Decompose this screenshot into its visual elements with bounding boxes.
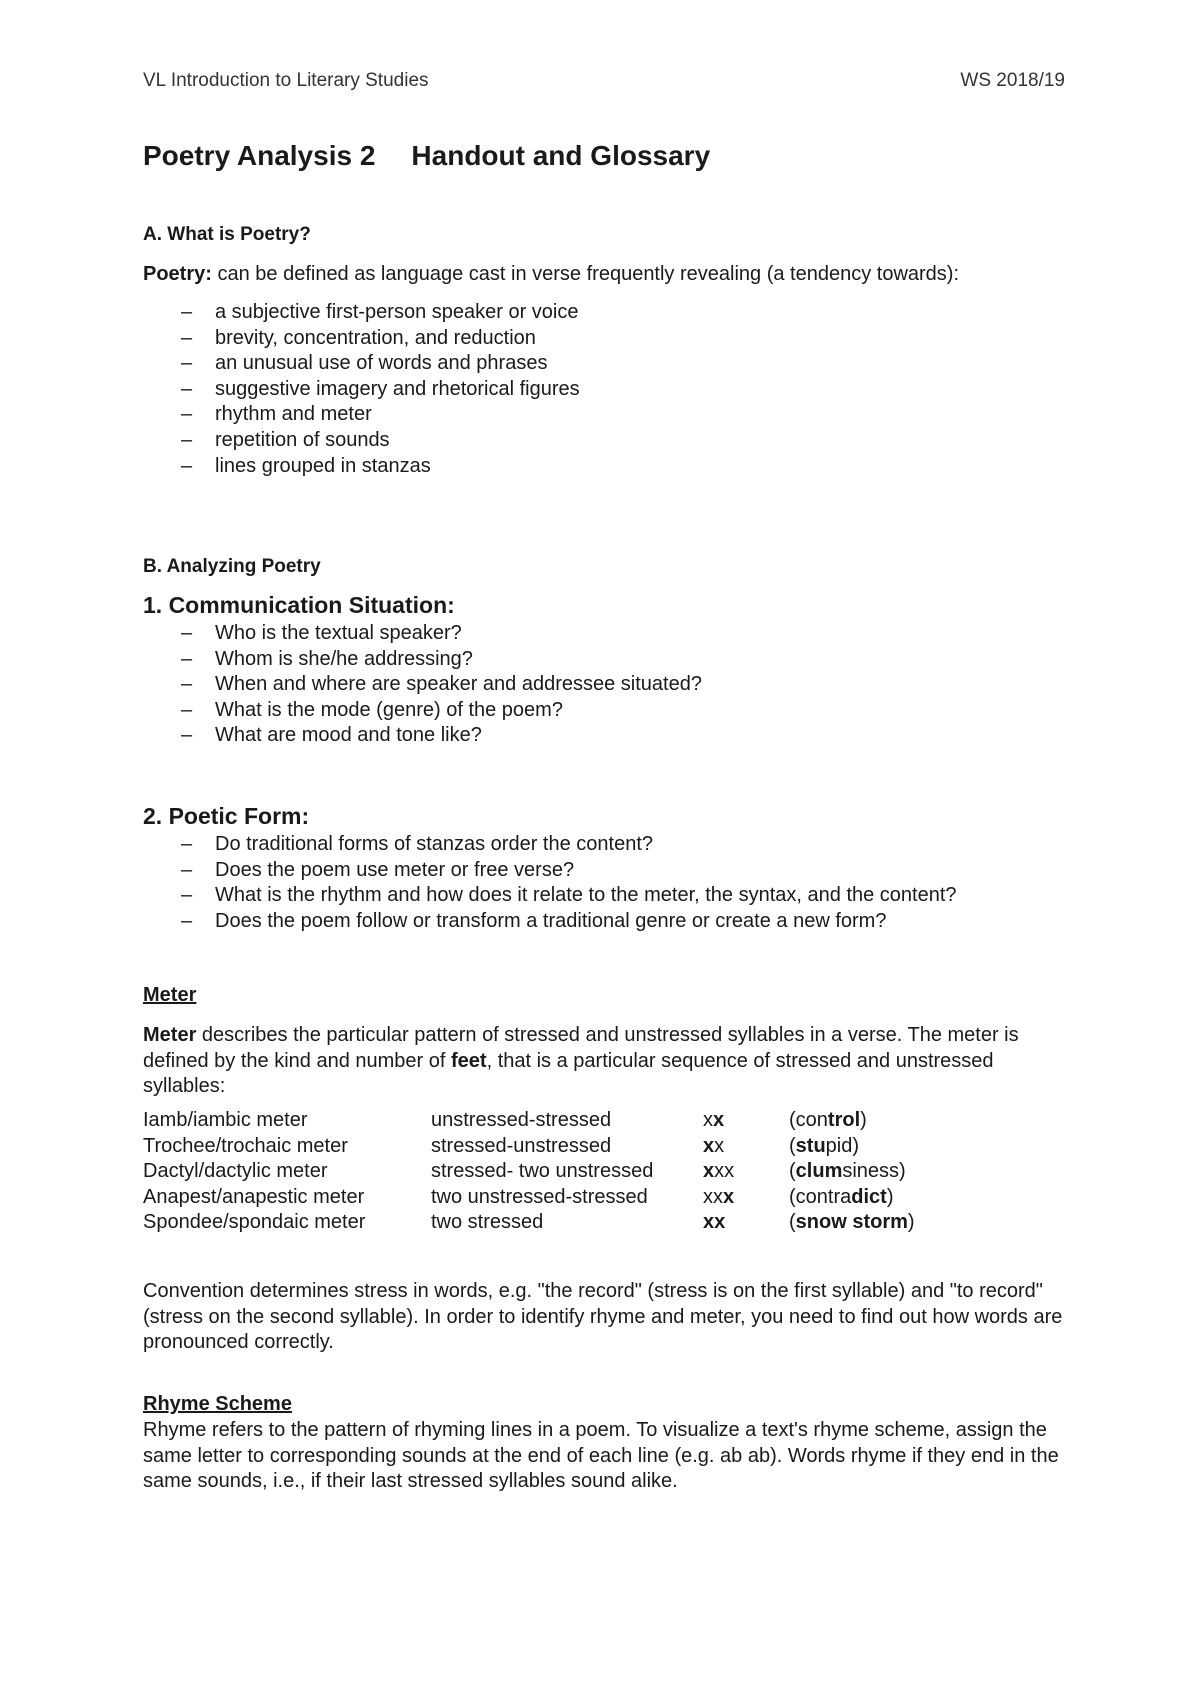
meter-example [789,1185,915,1211]
convention-paragraph: Convention determines stress in words, e.g. "the record" (stress is on the first syllable) and "to record" (stress on the second syllable). In order to identify rhyme and meter, you need to find out how words are pronounced correctly. [143,1280,1063,1353]
stress-marks [703,1108,789,1134]
list-item: – a subjective first-person speaker or voice [143,300,580,326]
list-item: – lines grouped in stanzas [143,454,580,480]
poetic-form-list [143,832,957,934]
header-course: VL Introduction to Literary Studies [143,70,429,91]
stressed-mark: x [703,1134,715,1157]
list-item: – What are mood and tone like? [143,723,702,749]
section-a-heading: A. What is Poetry? [143,224,311,245]
list-item: – brevity, concentration, and reduction [143,326,580,352]
poetry-features-list [143,300,580,479]
example-text: siness) [842,1160,906,1182]
meter-term: Meter [143,1024,197,1046]
stressed-mark: x [723,1185,735,1208]
list-item: – Does the poem follow or transform a traditional genre or create a new form? [143,909,957,935]
meter-example [789,1134,915,1160]
meter-table [143,1108,915,1236]
example-text: (con [789,1109,828,1131]
example-text: ( [789,1134,796,1157]
meter-intro [143,1023,1065,1100]
list-item: – Do traditional forms of stanzas order the content? [143,832,957,858]
list-item: – rhythm and meter [143,402,580,428]
unstressed-mark: xx [714,1160,735,1182]
example-text: ( [789,1160,796,1182]
list-item: – What is the rhythm and how does it relate to the meter, the syntax, and the content? [143,883,957,909]
title-part-2: Handout and Glossary [411,140,711,171]
communication-list [143,621,702,749]
meter-name: Iamb/iambic meter [143,1109,308,1131]
stressed-syllable: clum [795,1160,843,1182]
title-part-1: Poetry Analysis 2 [143,140,376,171]
meter-name: Spondee/spondaic meter [143,1211,366,1233]
example-text: ( [789,1211,796,1233]
list-item: – repetition of sounds [143,428,580,454]
unstressed-mark: xx [703,1185,723,1208]
list-item: – What is the mode (genre) of the poem? [143,698,702,724]
meter-row [143,1210,915,1236]
section-b-heading: B. Analyzing Poetry [143,556,321,577]
definition-text: can be defined as language cast in verse frequently revealing (a tendency towards): [211,263,960,285]
list-item: – suggestive imagery and rhetorical figures [143,377,580,403]
list-item: – Does the poem use meter or free verse? [143,858,957,884]
definition-term: Poetry: [143,263,212,285]
stressed-mark: x [703,1160,715,1182]
meter-intro-text-1: describes the particular pattern of stressed and unstressed syllables in a verse. The meter is defined by the kind and number of [143,1024,1019,1072]
example-text: pid) [825,1134,860,1157]
stressed-syllable: trol [827,1109,861,1131]
stressed-syllable: dict [851,1185,887,1208]
meter-example [789,1210,915,1236]
meter-intro-text-2: , that is a particular sequence of stressed and unstressed syllables: [143,1049,994,1097]
poetry-definition [143,262,1065,288]
page-title [143,140,710,172]
page-header [143,70,1065,92]
rhyme-scheme-heading: Rhyme Scheme [143,1393,292,1415]
feet-term: feet [451,1049,487,1072]
meter-pattern: two stressed [431,1211,544,1233]
meter-name: Trochee/trochaic meter [143,1134,348,1157]
example-text: ) [860,1109,867,1131]
stressed-mark: xx [703,1211,726,1233]
communication-heading: 1. Communication Situation: [143,592,455,618]
meter-example [789,1108,915,1134]
meter-example [789,1159,915,1185]
meter-pattern: unstressed-stressed [431,1109,612,1131]
stressed-syllable: stu [795,1134,826,1157]
poetic-form-heading: 2. Poetic Form: [143,803,310,829]
stress-marks [703,1210,789,1236]
meter-name: Dactyl/dactylic meter [143,1160,328,1182]
stress-marks [703,1134,789,1160]
rhyme-scheme-paragraph: Rhyme refers to the pattern of rhyming lines in a poem. To visualize a text's rhyme scheme, assign the same letter to corresponding sounds at the end of each line (e.g. ab ab). Words rhyme if they end in the same sounds, i.e., if their last stressed syllables sound alike. [143,1419,1059,1492]
stressed-mark: x [713,1109,725,1131]
list-item: – Who is the textual speaker? [143,621,702,647]
list-item: – When and where are speaker and addressee situated? [143,672,702,698]
list-item: – Whom is she/he addressing? [143,647,702,673]
meter-heading: Meter [143,984,197,1006]
meter-row [143,1159,915,1185]
meter-pattern: two unstressed-stressed [431,1185,648,1208]
stressed-syllable: snow storm [795,1211,908,1233]
meter-row [143,1185,915,1211]
meter-pattern: stressed- two unstressed [431,1160,654,1182]
stress-marks [703,1159,789,1185]
example-text: (contra [789,1185,852,1208]
meter-row [143,1134,915,1160]
unstressed-mark: x [703,1109,713,1131]
meter-row [143,1108,915,1134]
unstressed-mark: x [714,1134,725,1157]
meter-pattern: stressed-unstressed [431,1134,612,1157]
list-item: – an unusual use of words and phrases [143,351,580,377]
example-text: ) [886,1185,894,1208]
meter-name: Anapest/anapestic meter [143,1185,365,1208]
stress-marks [703,1185,789,1211]
header-semester: WS 2018/19 [960,70,1065,91]
example-text: ) [907,1211,915,1233]
